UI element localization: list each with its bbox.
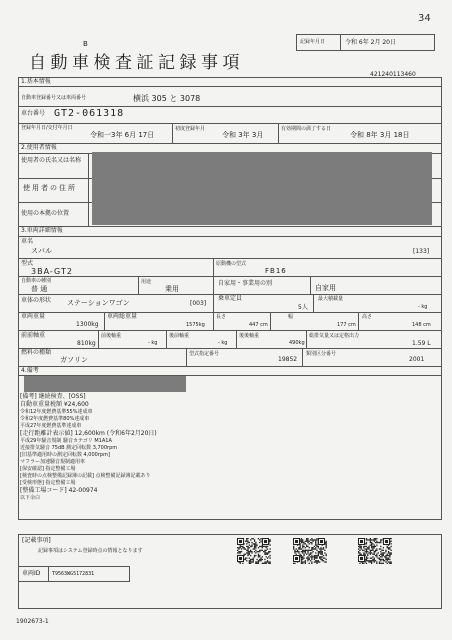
qr-code-1-icon bbox=[237, 538, 271, 564]
type-number-label: 型式指定番号 bbox=[189, 351, 220, 357]
document-mark: B bbox=[83, 40, 88, 48]
notes-line: [備考] 継続検査、[OSS] bbox=[20, 393, 86, 400]
car-name-value: スバル bbox=[31, 247, 52, 255]
rear-front-axle-label: 後前軸重 bbox=[169, 333, 190, 339]
notes-line: [保安確認] 指定整備工場 bbox=[20, 466, 76, 472]
remarks-label: [記載事項] bbox=[22, 537, 51, 544]
gross-weight-value: 1575kg bbox=[186, 322, 205, 328]
redacted-user-info bbox=[92, 152, 432, 225]
car-name-code: [133] bbox=[413, 248, 430, 255]
first-reg-label: 初度登録年月 bbox=[175, 126, 206, 132]
section-vehicle-title: 3.車両詳細情報 bbox=[21, 227, 63, 234]
page-number: 34 bbox=[418, 13, 431, 24]
capacity-value: 5人 bbox=[298, 304, 308, 311]
record-date-value: 令和 6年 2月 20日 bbox=[345, 39, 396, 46]
notes-line: [検査時の点検整備記録簿の記載] 点検整備記録簿記載あり bbox=[20, 473, 151, 479]
user-name-label: 使用者の氏名又は名称 bbox=[21, 157, 82, 164]
rear-rear-axle-value: 490kg bbox=[289, 340, 305, 346]
vehicle-id-value: T9563WG5172831 bbox=[52, 571, 95, 577]
engine-value: FB16 bbox=[265, 267, 287, 275]
rear-rear-axle-label: 後後軸重 bbox=[239, 333, 260, 339]
notes-line: 令和12年度燃費基準55%達成車 bbox=[20, 409, 93, 415]
width-label: 幅 bbox=[288, 314, 294, 320]
notes-line: 令和2年度燃費基準80%達成車 bbox=[20, 416, 90, 422]
reg-number-value: 横浜 305 と 3078 bbox=[133, 94, 201, 103]
vehicle-id-label: 車両ID bbox=[22, 570, 41, 577]
section-basic-title: 1.基本情報 bbox=[21, 78, 51, 85]
engine-label: 原動機の型式 bbox=[216, 261, 247, 267]
section-user-title: 2.使用者情報 bbox=[21, 144, 57, 151]
length-value: 447 cm bbox=[249, 322, 268, 328]
model-value: 3BA-GT2 bbox=[31, 267, 73, 276]
weight-value: 1300kg bbox=[76, 321, 99, 328]
model-label: 型式 bbox=[21, 260, 34, 267]
private-label: 自家用・事業用の別 bbox=[218, 280, 273, 287]
kind-value: 普 通 bbox=[31, 285, 48, 293]
issue-date-value: 令和一3年 6月 17日 bbox=[90, 131, 155, 139]
issue-date-label: 登録年月日/交付年月日 bbox=[21, 125, 73, 131]
car-name-label: 車名 bbox=[21, 238, 34, 245]
body-value: ステーションワゴン bbox=[67, 299, 130, 307]
body-code: [003] bbox=[190, 300, 207, 307]
chassis-value: GT2-061318 bbox=[54, 108, 125, 119]
notes-line: [受検形態] 指定整備工場 bbox=[20, 480, 76, 486]
first-reg-value: 令和 3年 3月 bbox=[222, 131, 264, 139]
front-rear-axle-value: - kg bbox=[148, 340, 158, 346]
reg-number-label: 自動車登録番号又は車両番号 bbox=[21, 95, 87, 101]
qr-code-3-icon bbox=[358, 538, 392, 564]
front-front-axle-value: 810kg bbox=[77, 340, 96, 347]
displacement-label: 総排気量又は定格出力 bbox=[309, 333, 360, 339]
qr-code-2-icon bbox=[293, 538, 327, 564]
fuel-label: 燃料の種類 bbox=[21, 349, 52, 356]
notes-line: [旧基準適用時の測定回転数 4,000rpm] bbox=[20, 452, 110, 458]
notes-line: マフラー加速騒音規制適用車 bbox=[20, 459, 86, 465]
body-label: 車体の形状 bbox=[21, 297, 52, 304]
height-label: 高さ bbox=[362, 314, 373, 320]
usage-base-label: 使用の本拠の位置 bbox=[21, 210, 70, 217]
expiry-label: 有効期間の満了する日 bbox=[281, 126, 332, 132]
section-notes-title: 4.備考 bbox=[21, 367, 39, 374]
notes-line: 自動車重量税額 ¥24,600 bbox=[20, 401, 89, 408]
redacted-notes bbox=[24, 376, 186, 392]
height-value: 148 cm bbox=[412, 322, 431, 328]
length-label: 長さ bbox=[216, 314, 227, 320]
front-rear-axle-label: 前後軸重 bbox=[101, 333, 122, 339]
notes-line: 平成29年騒音規制 騒音カテゴリ M1A1A bbox=[20, 438, 112, 444]
type-number-value: 19852 bbox=[278, 356, 298, 363]
page-title: 自動車検査証記録事項 bbox=[29, 53, 244, 73]
kind-label: 自動車の種別 bbox=[21, 278, 52, 284]
expiry-value: 令和 8年 3月 18日 bbox=[350, 131, 410, 139]
max-load-value: - kg bbox=[418, 304, 428, 310]
rear-front-axle-value: - kg bbox=[218, 340, 228, 346]
notes-line: 平成27年度燃費基準達成車 bbox=[20, 423, 82, 429]
capacity-label: 乗車定員 bbox=[218, 295, 243, 302]
use-label: 用途 bbox=[141, 279, 152, 285]
record-date-label: 記録年月日 bbox=[300, 39, 326, 45]
user-address-label: 使用者の住所 bbox=[23, 184, 77, 192]
front-front-axle-label: 前前軸重 bbox=[21, 332, 46, 339]
remarks-text: 記録事項はシステム登録時点の情報となります bbox=[38, 548, 143, 554]
weight-label: 車両重量 bbox=[21, 313, 46, 320]
notes-line: 以下余白 bbox=[20, 495, 41, 501]
max-load-label: 最大積載量 bbox=[318, 296, 344, 302]
displacement-value: 1.59 L bbox=[412, 340, 431, 347]
class-number-value: 2001 bbox=[409, 356, 425, 363]
fuel-value: ガソリン bbox=[60, 356, 88, 364]
chassis-label: 車台番号 bbox=[21, 110, 46, 117]
notes-line: 近接排気騒音 75dB 測定回転数 3,700rpm bbox=[20, 445, 118, 451]
use-value: 乗用 bbox=[165, 285, 179, 293]
width-value: 177 cm bbox=[337, 322, 356, 328]
footer-code: 1902673-1 bbox=[16, 618, 49, 625]
notes-line: [走行距離計表示値] 12,600km (令和6年2月20日) bbox=[20, 430, 157, 437]
private-value: 自家用 bbox=[315, 284, 336, 292]
document-number: 421240113460 bbox=[370, 71, 416, 78]
gross-weight-label: 車両総重量 bbox=[107, 313, 138, 320]
notes-line: [整備工場コード] 42-00974 bbox=[20, 487, 98, 494]
class-number-label: 類別区分番号 bbox=[306, 351, 337, 357]
